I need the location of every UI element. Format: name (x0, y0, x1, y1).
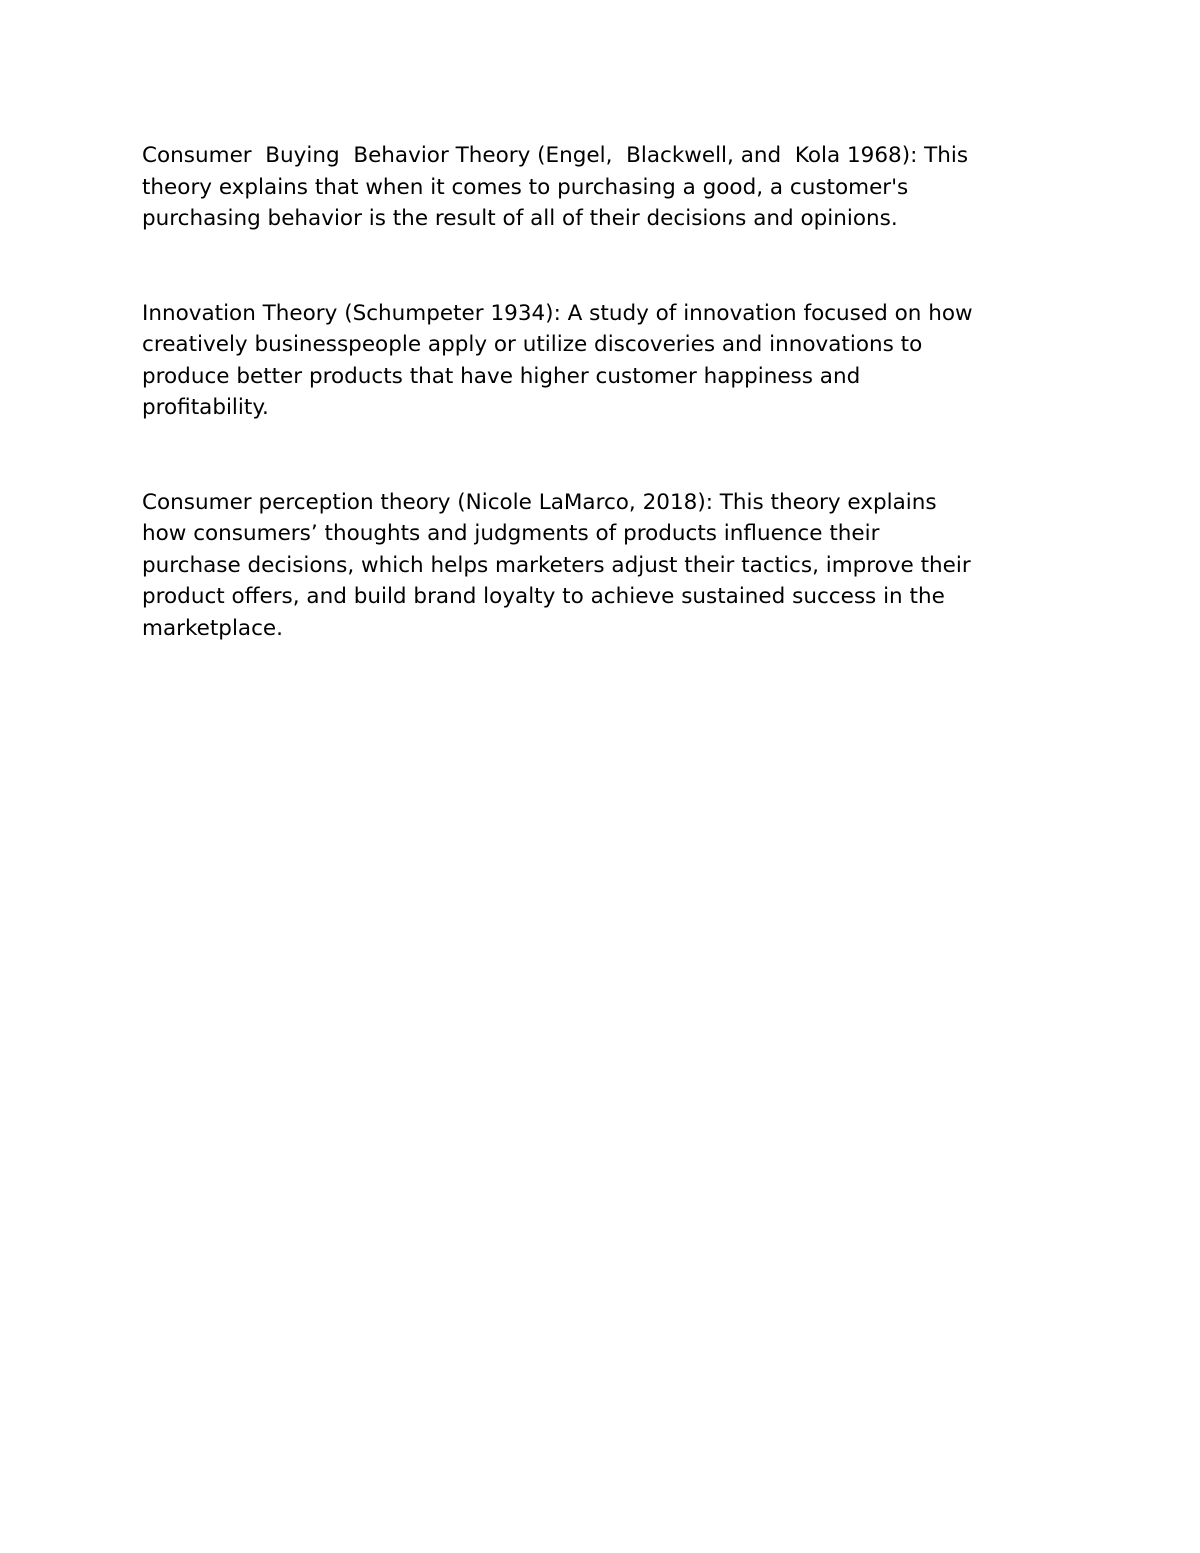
text-line: Consumer Buying Behavior Theory (Engel, Blackwell, and Kola 1968): This (142, 143, 969, 168)
text-line: theory explains that when it comes to purchasing a good, a customer's (142, 174, 909, 200)
text-line: Consumer perception theory (Nicole LaMarco, 2018): This theory explains (142, 489, 937, 515)
text-line: Innovation Theory (Schumpeter 1934): A study of innovation focused on how (142, 300, 973, 326)
paragraph-innovation-theory (142, 298, 1072, 424)
text-line: marketplace. (142, 615, 283, 641)
text-line: product offers, and build brand loyalty to achieve sustained success in the (142, 584, 945, 609)
text-line: purchasing behavior is the result of all of their decisions and opinions. (142, 206, 898, 231)
text-line: profitability. (142, 395, 269, 420)
text-line: produce better products that have higher customer happiness and (142, 363, 861, 389)
document-body (142, 140, 1072, 644)
text-line: purchase decisions, which helps marketers adjust their tactics, improve their (142, 552, 971, 578)
text-line: creatively businesspeople apply or utilize discoveries and innovations to (142, 332, 923, 357)
text-line: how consumers’ thoughts and judgments of products influence their (142, 521, 880, 546)
paragraph-consumer-perception (142, 487, 1072, 645)
paragraph-consumer-buying-behavior (142, 140, 1072, 235)
